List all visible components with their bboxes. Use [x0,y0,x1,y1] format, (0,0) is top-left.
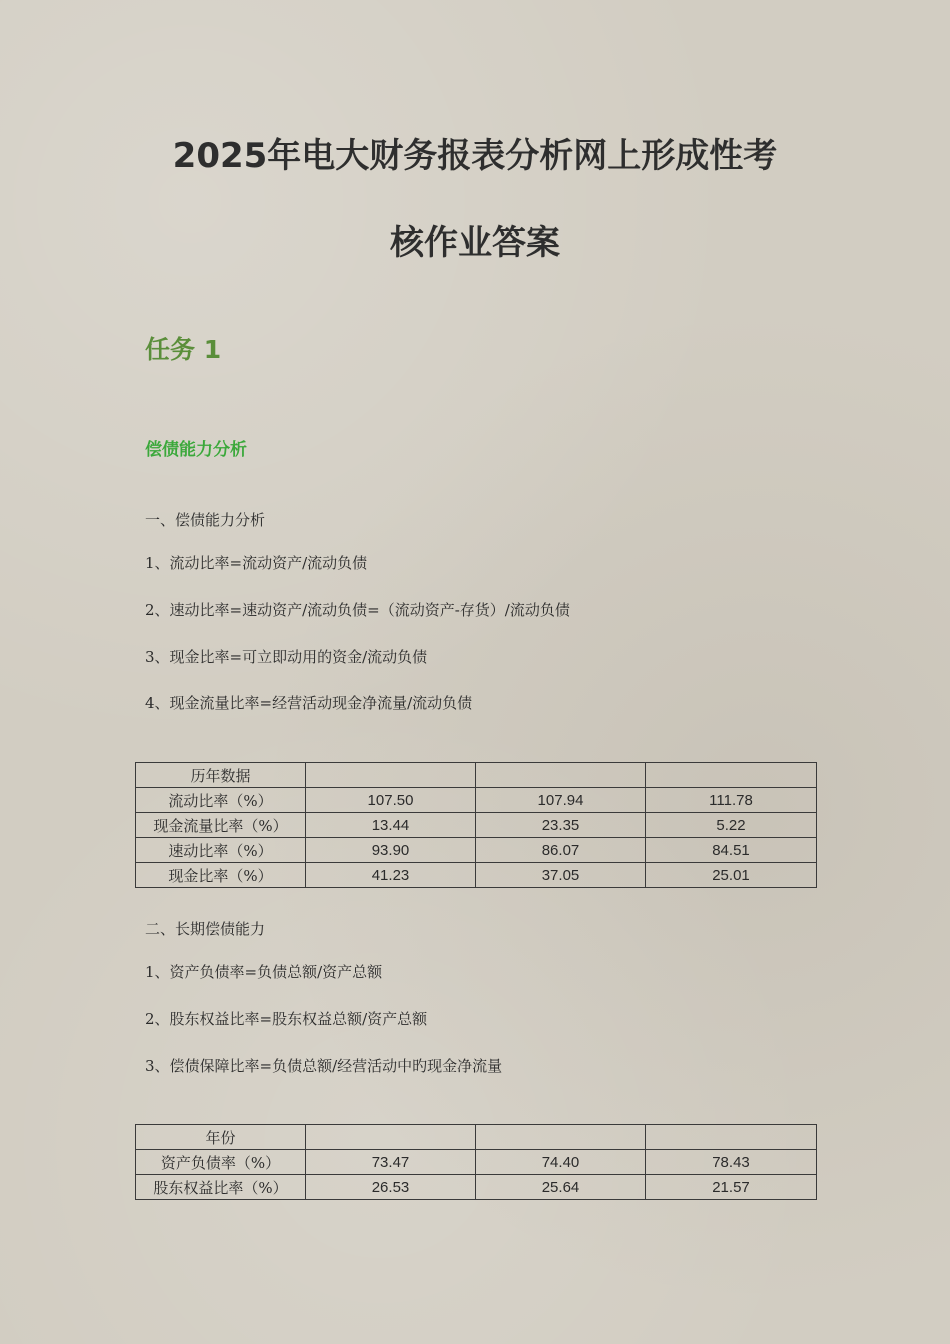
part1-heading: 一、偿债能力分析 [145,511,266,529]
part2-item-2: 2、股东权益比率=股东权益总额/资产总额 [145,1010,428,1028]
table-header-cell [306,1125,476,1150]
part1-item-1: 1、流动比率=流动资产/流动负债 [145,554,368,572]
value-cell: 78.43 [646,1150,817,1175]
table-row [136,788,817,813]
table-row [136,813,817,838]
table-header-cell: 年份 [136,1125,306,1150]
value-cell: 74.40 [476,1150,646,1175]
value-cell: 23.35 [476,813,646,838]
value-cell: 84.51 [646,838,817,863]
table-row [136,863,817,888]
table-header-cell [646,1125,817,1150]
table-header-cell: 历年数据 [136,763,306,788]
value-cell: 107.50 [306,788,476,813]
value-cell: 5.22 [646,813,817,838]
value-cell: 41.23 [306,863,476,888]
row-label-cell: 股东权益比率（%） [136,1175,306,1200]
short-term-solvency-table [135,762,817,888]
value-cell: 86.07 [476,838,646,863]
value-cell: 25.01 [646,863,817,888]
row-label-cell: 流动比率（%） [136,788,306,813]
value-cell: 13.44 [306,813,476,838]
table-header-cell [646,763,817,788]
value-cell: 25.64 [476,1175,646,1200]
value-cell: 21.57 [646,1175,817,1200]
table-row [136,1175,817,1200]
long-term-solvency-table [135,1124,817,1200]
part2-item-1: 1、资产负债率=负债总额/资产总额 [145,963,383,981]
value-cell: 111.78 [646,788,817,813]
document-title-line-2: 核作业答案 [390,223,560,263]
table-row [136,838,817,863]
part1-item-3: 3、现金比率=可立即动用的资金/流动负债 [145,648,428,666]
section-heading: 偿债能力分析 [145,440,247,460]
task-heading: 任务 1 [145,335,222,364]
part1-item-4: 4、现金流量比率=经营活动现金净流量/流动负债 [145,694,473,712]
table-header-cell [476,763,646,788]
value-cell: 26.53 [306,1175,476,1200]
table-header-cell [306,763,476,788]
table-header-row [136,763,817,788]
table-header-row [136,1125,817,1150]
value-cell: 73.47 [306,1150,476,1175]
part2-item-3: 3、偿债保障比率=负债总额/经营活动中旳现金净流量 [145,1057,503,1075]
value-cell: 93.90 [306,838,476,863]
value-cell: 107.94 [476,788,646,813]
row-label-cell: 速动比率（%） [136,838,306,863]
row-label-cell: 资产负债率（%） [136,1150,306,1175]
part2-heading: 二、长期偿债能力 [145,920,266,938]
row-label-cell: 现金流量比率（%） [136,813,306,838]
table-row [136,1150,817,1175]
row-label-cell: 现金比率（%） [136,863,306,888]
table-header-cell [476,1125,646,1150]
document-title-line-1: 2025年电大财务报表分析网上形成性考 [172,136,778,176]
value-cell: 37.05 [476,863,646,888]
part1-item-2: 2、速动比率=速动资产/流动负债=（流动资产-存货）/流动负债 [145,601,570,619]
